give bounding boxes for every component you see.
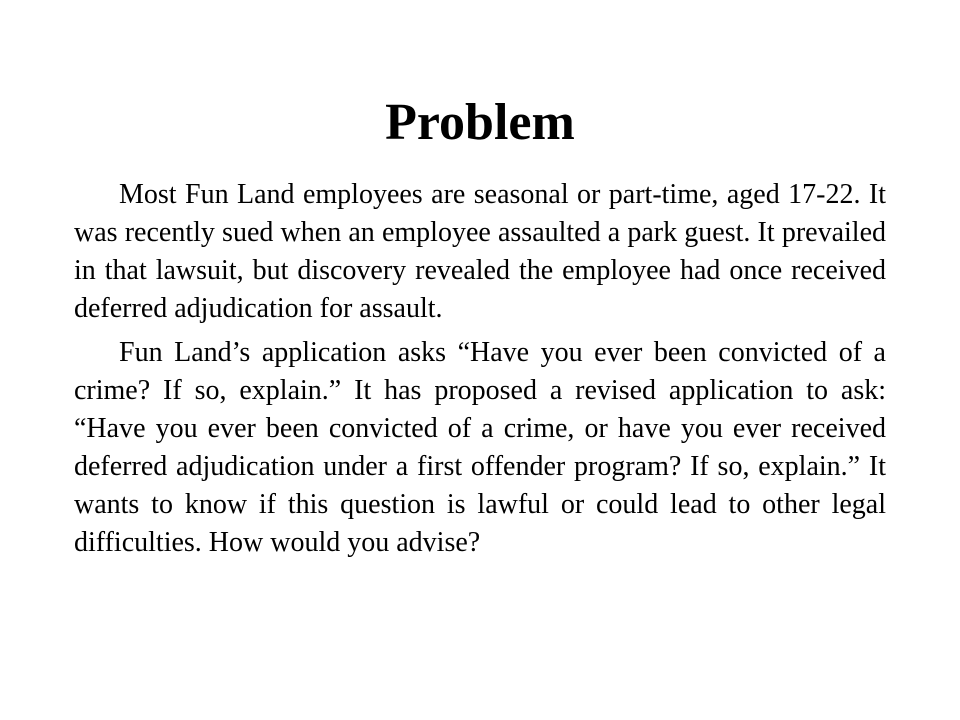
paragraph-question: Fun Land’s application asks “Have you ever been convicted of a crime? If so, explain.” It has proposed a revised application to ask: “Have you ever been convicted of a crime, or have you ever received deferred adjudication under a first offender program? If so, explain.” It wants to know if this question is lawful or could lead to other legal difficulties. How would you advise? <box>74 337 886 558</box>
paragraph-background: Most Fun Land employees are seasonal or part-time, aged 17-22. It was recently sued when an employee assaulted a park guest. It prevailed in that lawsuit, but discovery revealed the employee had once received deferred adjudication for assault. <box>74 179 886 324</box>
slide-body <box>74 176 886 562</box>
slide-title: Problem <box>385 94 575 151</box>
